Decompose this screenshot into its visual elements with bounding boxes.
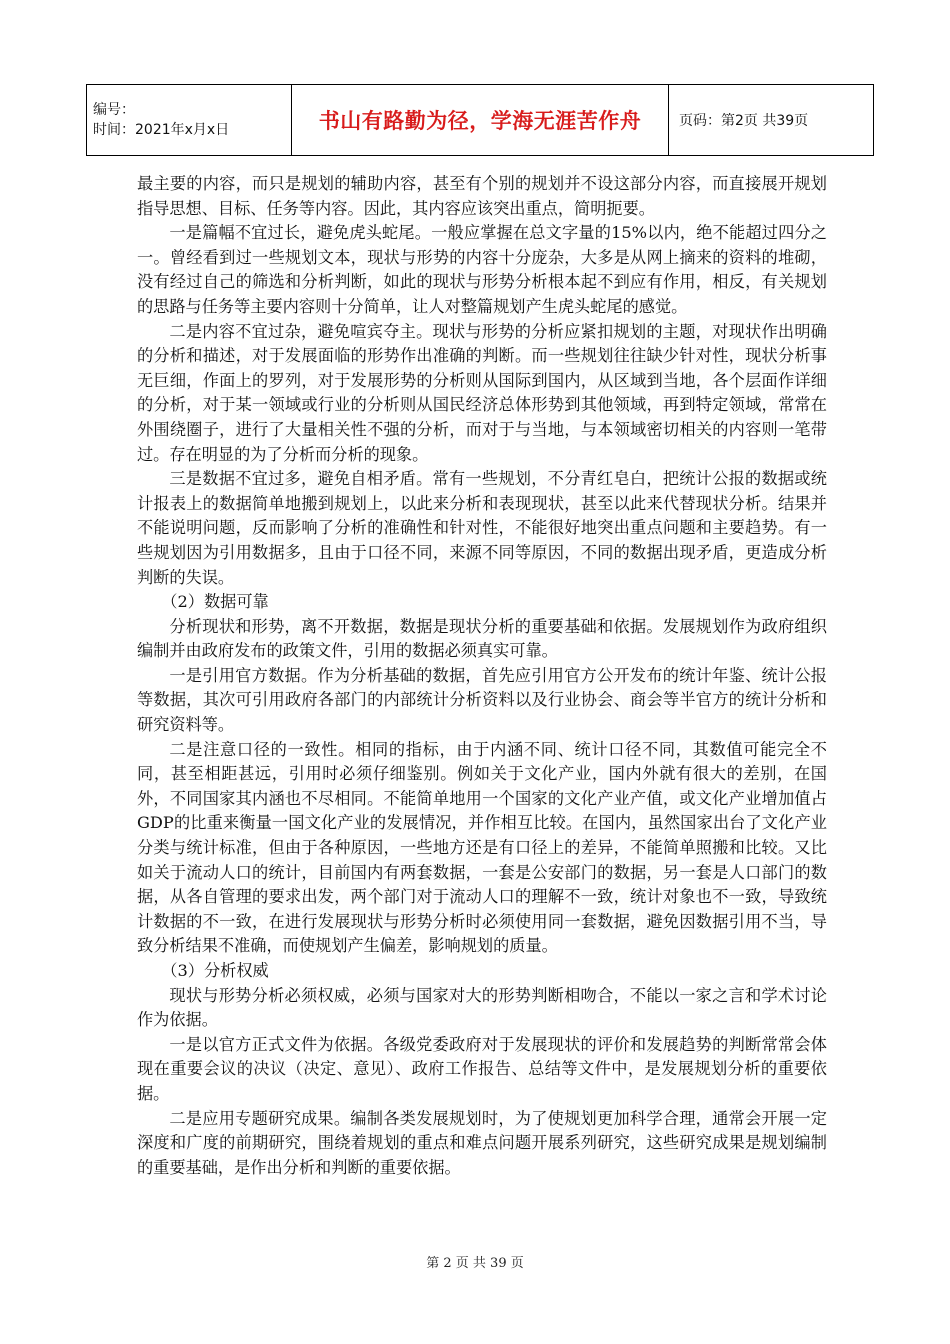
paragraph: 二是注意口径的一致性。相同的指标，由于内涵不同、统计口径不同，其数值可能完全不同，甚至相距甚远，引用时必须仔细鉴别。例如关于文化产业，国内外就有很大的差别，在国外，不同国家其内涵也不尽相同。不能简单地用一个国家的文化产业产值，或文化产业增加值占GDP的比重来衡量一国文化产业的发展情况，并作相互比较。在国内，虽然国家出台了文化产业分类与统计标准，但由于各种原因，一些地方还是有口径上的差异，不能简单照搬和比较。又比如关于流动人口的统计，目前国内有两套数据，一套是公安部门的数据，另一套是人口部门的数据，从各自管理的要求出发，两个部门对于流动人口的理解不一致，统计对象也不一致，导致统计数据的不一致，在进行发展现状与形势分析时必须使用同一套数据，避免因数据引用不当，导致分析结果不准确，而使规划产生偏差，影响规划的质量。 bbox=[137, 739, 827, 956]
paragraph: 一是以官方正式文件为依据。各级党委政府对于发展现状的评价和发展趋势的判断常常会体现在重要会议的决议（决定、意见）、政府工作报告、总结等文件中，是发展规划分析的重要依据。 bbox=[137, 1034, 827, 1103]
paragraph: 现状与形势分析必须权威，必须与国家对大的形势判断相吻合，不能以一家之言和学术讨论作为依据。 bbox=[137, 985, 827, 1030]
document-body bbox=[137, 172, 827, 1180]
paragraph: 分析现状和形势，离不开数据，数据是现状分析的重要基础和依据。发展规划作为政府组织编制并由政府发布的政策文件，引用的数据必须真实可靠。 bbox=[137, 616, 827, 661]
paragraph: 二是应用专题研究成果。编制各类发展规划时，为了使规划更加科学合理，通常会开展一定深度和广度的前期研究，围绕着规划的重点和难点问题开展系列研究，这些研究成果是规划编制的重要基础，是作出分析和判断的重要依据。 bbox=[137, 1108, 827, 1177]
paragraph: 最主要的内容，而只是规划的辅助内容，甚至有个别的规划并不设这部分内容，而直接展开规划指导思想、目标、任务等内容。因此，其内容应该突出重点，简明扼要。 bbox=[137, 174, 827, 218]
header-page-info: 页码：第2页 共39页 bbox=[669, 85, 874, 156]
paragraph: 一是引用官方数据。作为分析基础的数据，首先应引用官方公开发布的统计年鉴、统计公报等数据，其次可引用政府各部门的内部统计分析资料以及行业协会、商会等半官方的统计分析和研究资料等。 bbox=[137, 665, 827, 735]
header-meta-cell bbox=[87, 85, 292, 156]
document-time-label: 时间：2021年x月x日 bbox=[93, 122, 230, 138]
header-table bbox=[86, 84, 874, 156]
header-motto: 书山有路勤为径，学海无涯苦作舟 bbox=[292, 85, 669, 156]
paragraph: 二是内容不宜过杂，避免喧宾夺主。现状与形势的分析应紧扣规划的主题，对现状作出明确的分析和描述，对于发展面临的形势作出准确的判断。而一些规划往往缺少针对性，现状分析事无巨细，作面上的罗列，对于发展形势的分析则从国际到国内，从区域到当地，各个层面作详细的分析，对于某一领域或行业的分析则从国民经济总体形势到其他领域，再到特定领域，常常在外围绕圈子，进行了大量相关性不强的分析，而对于与当地，与本领域密切相关的内容则一笔带过。存在明显的为了分析而分析的现象。 bbox=[137, 321, 827, 464]
document-number-label: 编号： bbox=[93, 102, 135, 118]
section-heading: （2）数据可靠 bbox=[161, 592, 269, 612]
page-footer: 第 2 页 共 39 页 bbox=[426, 1256, 524, 1271]
paragraph: 一是篇幅不宜过长，避免虎头蛇尾。一般应掌握在总文字量的15%以内，绝不能超过四分之一。曾经看到过一些规划文本，现状与形势的内容十分庞杂，大多是从网上摘来的资料的堆砌，没有经过自己的筛选和分析判断，如此的现状与形势分析根本起不到应有作用，相反，有关规划的思路与任务等主要内容则十分简单，让人对整篇规划产生虎头蛇尾的感觉。 bbox=[137, 223, 827, 316]
paragraph: 三是数据不宜过多，避免自相矛盾。常有一些规划，不分青红皂白，把统计公报的数据或统计报表上的数据简单地搬到规划上，以此来分析和表现现状，甚至以此来代替现状分析。结果并不能说明问题，反而影响了分析的准确性和针对性，不能很好地突出重点问题和主要趋势。有一些规划因为引用数据多，且由于口径不同，来源不同等原因，不同的数据出现矛盾，更造成分析判断的失误。 bbox=[137, 469, 827, 587]
section-heading: （3）分析权威 bbox=[161, 961, 269, 980]
